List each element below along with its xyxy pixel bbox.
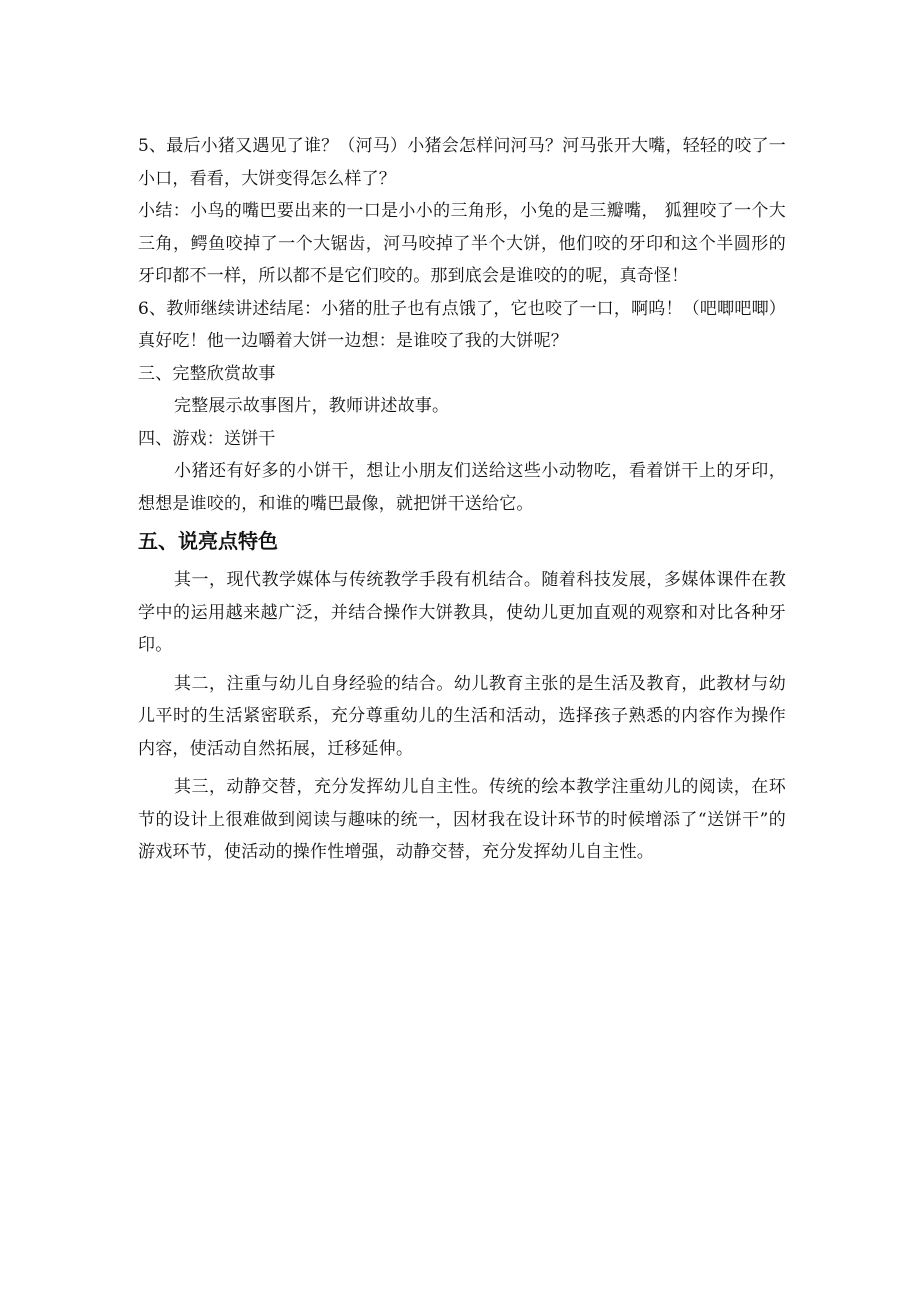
section-five-heading: 五、说亮点特色	[138, 529, 278, 553]
section-three-body: 完整展示故事图片，教师讲述故事。	[174, 396, 450, 416]
section-four-body: 小猪还有好多的小饼干，想让小朋友们送给这些小动物吃，看着饼干上的牙印，想想是谁咬的，和谁的嘴巴最像，就把饼干送给它。	[138, 461, 786, 514]
summary-paragraph: 小结：小鸟的嘴巴要出来的一口是小小的三角形，小兔的是三瓣嘴， 狐狸咬了一个大三角，鳄鱼咬掉了一个大锯齿，河马咬掉了半个大饼，他们咬的牙印和这个半圆形的牙印都不一样，所以都不是它们咬的。那到底会是谁咬的的呢，真奇怪！	[138, 201, 786, 286]
document-body	[138, 130, 786, 869]
section-four-heading: 四、游戏：送饼干	[138, 428, 276, 449]
step-6-paragraph: 6、教师继续讲述结尾：小猪的肚子也有点饿了，它也咬了一口，啊呜！（吧唧吧唧）真好吃！他一边嚼着大饼一边想：是谁咬了我的大饼呢？	[138, 298, 786, 351]
feature-three-paragraph: 其三，动静交替，充分发挥幼儿自主性。传统的绘本教学注重幼儿的阅读，在环节的设计上很难做到阅读与趣味的统一，因材我在设计环节的时候增添了“送饼干”的游戏环节，使活动的操作性增强，动静交替，充分发挥幼儿自主性。	[138, 777, 786, 862]
feature-one-paragraph: 其一，现代教学媒体与传统教学手段有机结合。随着科技发展，多媒体课件在教学中的运用越来越广泛，并结合操作大饼教具，使幼儿更加直观的观察和对比各种牙印。	[138, 570, 786, 655]
step-5-paragraph: 5、最后小猪又遇见了谁？（河马）小猪会怎样问河马？河马张开大嘴，轻轻的咬了一小口，看看，大饼变得怎么样了？	[138, 136, 786, 189]
feature-two-paragraph: 其二，注重与幼儿自身经验的结合。幼儿教育主张的是生活及教育，此教材与幼儿平时的生活紧密联系，充分尊重幼儿的生活和活动，选择孩子熟悉的内容作为操作内容，使活动自然拓展，迁移延伸。	[138, 673, 786, 759]
section-three-heading: 三、完整欣赏故事	[138, 363, 276, 384]
